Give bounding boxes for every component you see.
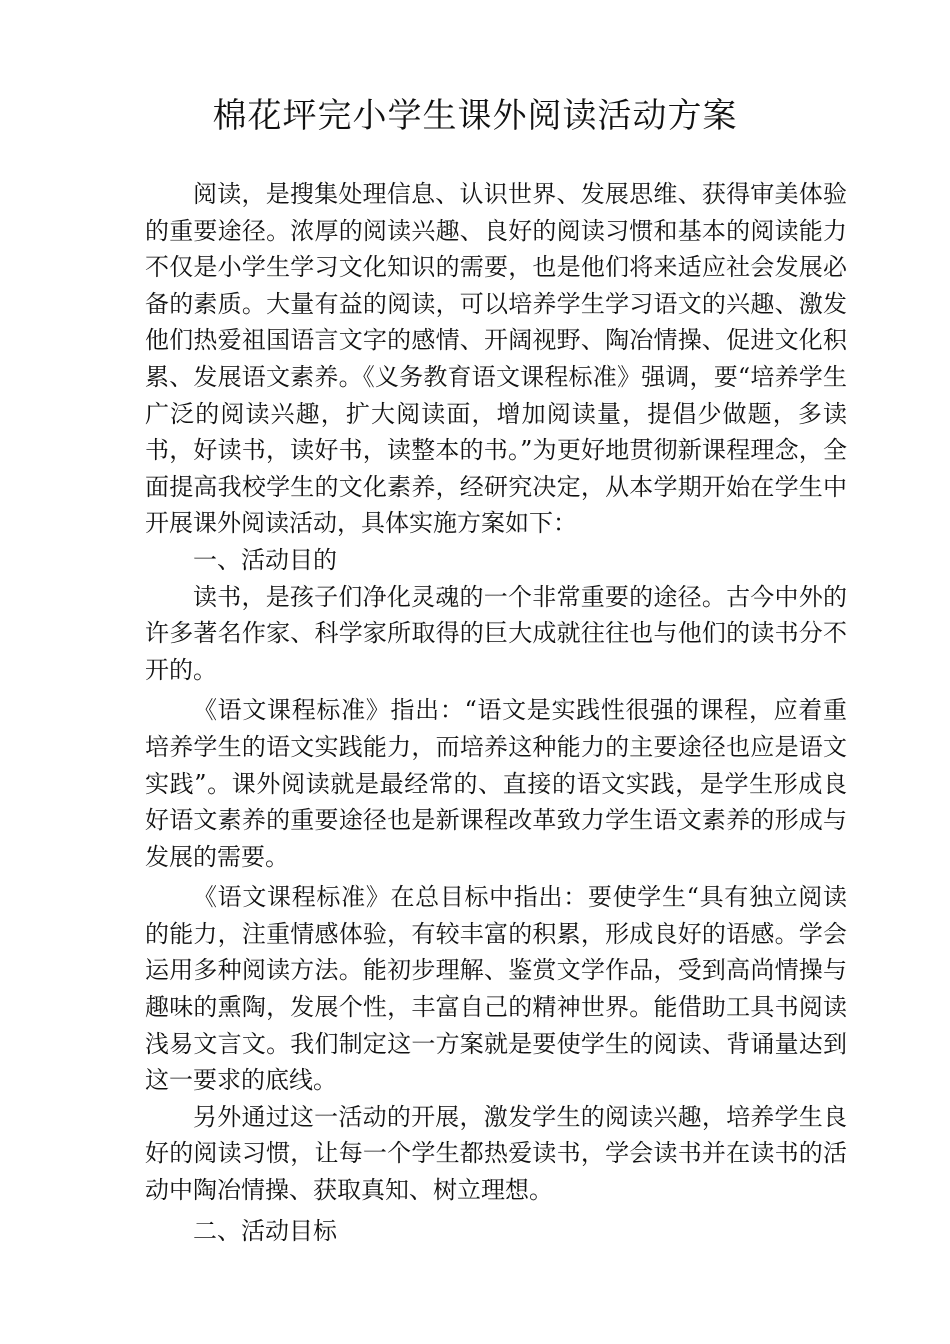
section-heading-purpose: 一、活动目的: [193, 545, 337, 574]
section-heading-goals: 二、活动目标: [193, 1216, 337, 1245]
purpose-paragraph-2: 《语文课程标准》指出：“语文是实践性很强的课程，应着重培养学生的语文实践能力，而培养这种能力的主要途径也应是语文实践”。课外阅读就是最经常的、直接的语文实践，是学生形成良好语文素养的重要途径也是新课程改革致力学生语文素养的形成与发展的需要。: [145, 696, 847, 871]
intro-paragraph: 阅读，是搜集处理信息、认识世界、发展思维、获得审美体验的重要途径。浓厚的阅读兴趣、良好的阅读习惯和基本的阅读能力不仅是小学生学习文化知识的需要，也是他们将来适应社会发展必备的素质。大量有益的阅读，可以培养学生学习语文的兴趣、激发他们热爱祖国语言文字的感情、开阔视野、陶冶情操、促进文化积累、发展语文素养。《义务教育语文课程标准》强调，要“培养学生广泛的阅读兴趣，扩大阅读面，增加阅读量，提倡少做题，多读书，好读书，读好书，读整本的书。”为更好地贯彻新课程理念，全面提高我校学生的文化素养，经研究决定，从本学期开始在学生中开展课外阅读活动，具体实施方案如下：: [145, 180, 847, 538]
purpose-paragraph-4: 另外通过这一活动的开展，激发学生的阅读兴趣，培养学生良好的阅读习惯，让每一个学生都热爱读书，学会读书并在读书的活动中陶冶情操、获取真知、树立理想。: [145, 1102, 847, 1205]
document-body: [145, 176, 847, 1249]
purpose-paragraph-3: 《语文课程标准》在总目标中指出：要使学生“具有独立阅读的能力，注重情感体验，有较丰富的积累，形成良好的语感。学会运用多种阅读方法。能初步理解、鉴赏文学作品，受到高尚情操与趣味的熏陶，发展个性，丰富自己的精神世界。能借助工具书阅读浅易文言文。我们制定这一方案就是要使学生的阅读、背诵量达到这一要求的底线。: [145, 883, 847, 1095]
document-title: 棉花坪完小学生课外阅读活动方案: [212, 96, 738, 136]
purpose-paragraph-1: 读书，是孩子们净化灵魂的一个非常重要的途径。古今中外的许多著名作家、科学家所取得的巨大成就往往也与他们的读书分不开的。: [145, 582, 847, 684]
